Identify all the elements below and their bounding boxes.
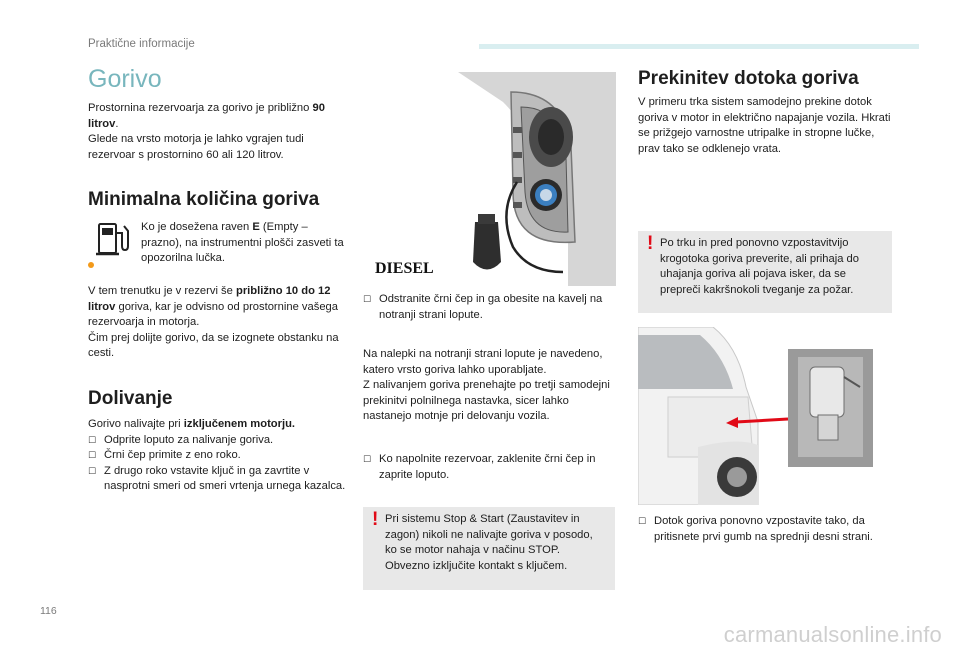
bullet-icon: ☐ bbox=[88, 434, 97, 445]
list-item-text: Ko napolnite rezervoar, zaklenite črni čep in zaprite loputo. bbox=[379, 453, 596, 481]
reset-step bbox=[638, 514, 892, 545]
min-fuel-text-b: (Empty – prazno), na instrumentni plošči zasveti ta opozorilna lučka. bbox=[141, 221, 344, 265]
reserve-advice: Čim prej dolijte gorivo, da se izognete obstanku na cesti. bbox=[88, 331, 339, 360]
header-bar bbox=[479, 44, 919, 49]
list-item bbox=[88, 464, 348, 495]
section-label: Praktične informacije bbox=[88, 38, 195, 50]
reserve-amount: približno 10 do 12 litrov bbox=[88, 285, 331, 313]
fuel-capacity: 90 litrov bbox=[88, 102, 325, 130]
label-info bbox=[363, 347, 615, 425]
reserve-text-a: V tem trenutku je v rezervi še bbox=[88, 285, 236, 297]
stop-start-warning bbox=[363, 507, 615, 590]
list-item-text: Z drugo roko vstavite ključ in ga zavrtite v nasprotni smeri od smeri vrtenja urnega kazalca. bbox=[104, 464, 346, 493]
bullet-icon: ☐ bbox=[88, 450, 97, 461]
label-info-text: Na nalepki na notranji strani lopute je navedeno, katero vrsto goriva lahko uporabljate. bbox=[363, 348, 603, 376]
warning-icon: ! bbox=[372, 509, 379, 530]
page-number: 116 bbox=[40, 605, 57, 617]
lock-cap-step bbox=[363, 452, 615, 483]
bullet-icon: ☐ bbox=[88, 465, 97, 476]
list-item-text: Odstranite črni čep in ga obesite na kavelj na notranji strani lopute. bbox=[379, 293, 603, 321]
page-title: Gorivo bbox=[88, 65, 162, 93]
fuel-pump-icon bbox=[95, 221, 135, 263]
refuel-intro-bold: izključenem motorju. bbox=[183, 418, 296, 430]
cutoff-text: V primeru trka sistem samodejno prekine dotok goriva v motor in električno napajanje vozila. Hkrati se prižgejo varnostne utripalke in stropne lučke, prav tako se odklenejo vrata. bbox=[638, 96, 891, 155]
reserve-text-b: goriva, kar je odvisno od prostornine vašega rezervoarja in motorja. bbox=[88, 300, 338, 329]
list-item-text: Črni čep primite z eno roko. bbox=[104, 449, 241, 462]
diesel-label: DIESEL bbox=[375, 260, 434, 277]
bullet-icon: ☐ bbox=[363, 454, 372, 464]
hang-cap-step bbox=[363, 292, 615, 323]
list-item bbox=[363, 292, 615, 323]
watermark: carmanualsonline.info bbox=[723, 622, 942, 648]
min-fuel-heading: Minimalna količina goriva bbox=[88, 189, 320, 210]
bullet-icon: ☐ bbox=[363, 294, 372, 304]
fuel-intro-2: Glede na vrsto motorja je lahko vgrajen tudi rezervoar s prostornino 60 ali 120 litrov. bbox=[88, 133, 304, 161]
refuel-intro bbox=[88, 417, 348, 433]
list-item-text: Dotok goriva ponovno vzpostavite tako, da pritisnete prvi gumb na sprednji desni strani. bbox=[654, 515, 873, 543]
fuel-intro-end: . bbox=[115, 117, 119, 130]
fuel-intro-text: Prostornina rezervoarja za gorivo je približno bbox=[88, 102, 313, 114]
fuel-cap-photo bbox=[363, 72, 616, 286]
list-item-text: Odprite loputo za nalivanje goriva. bbox=[104, 433, 274, 446]
reserve-text bbox=[88, 284, 348, 362]
cutoff-heading: Prekinitev dotoka goriva bbox=[638, 68, 859, 89]
list-item bbox=[638, 514, 892, 545]
refuel-intro-text: Gorivo nalivajte pri bbox=[88, 418, 184, 430]
refuel-heading: Dolivanje bbox=[88, 388, 173, 409]
cutoff-info-text: Z nalivanjem goriva prenehajte po tretji samodejni prekinitvi polnilnega nastavka, sicer lahko nastanejo motnje pri delovanju vozila. bbox=[363, 379, 610, 423]
min-fuel-text bbox=[141, 220, 351, 267]
list-item bbox=[88, 448, 348, 464]
indicator-dot bbox=[88, 262, 94, 268]
list-item bbox=[363, 452, 615, 483]
crash-warning bbox=[638, 231, 892, 313]
warning-text: Po trku in pred ponovno vzpostavitvijo krogotoka goriva preverite, ali prihaja do uhajanja goriva ali pojava isker, da se prepreči kakršnokoli tveganje za požar. bbox=[660, 237, 859, 296]
bullet-icon: ☐ bbox=[638, 516, 647, 526]
warning-text: Pri sistemu Stop & Start (Zaustavitev in zagon) nikoli ne nalivajte goriva v posodo, ko se motor nahaja v načinu STOP. Obvezno izključite kontakt s ključem. bbox=[385, 513, 593, 572]
min-fuel-text-a: Ko je dosežena raven bbox=[141, 221, 253, 233]
empty-level-letter: E bbox=[252, 221, 260, 233]
fuel-intro bbox=[88, 101, 348, 163]
van-reset-photo bbox=[638, 327, 892, 505]
warning-icon: ! bbox=[647, 233, 654, 254]
list-item bbox=[88, 433, 348, 449]
refuel-steps bbox=[88, 417, 348, 495]
